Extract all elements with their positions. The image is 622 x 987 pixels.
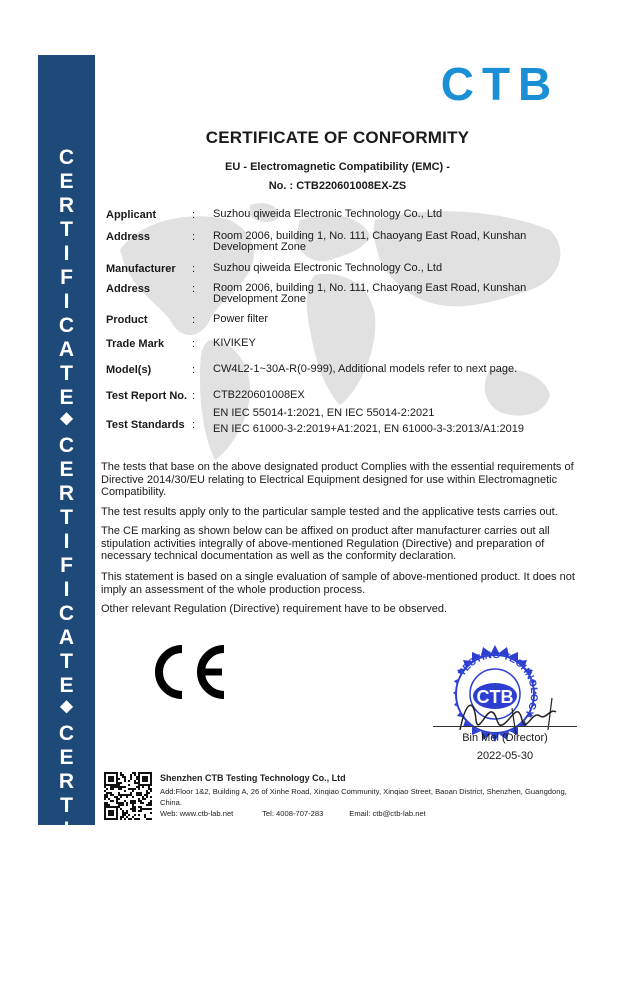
banner-letter: E [59,170,74,193]
footer-web: Web: www.ctb-lab.net [160,809,234,818]
field-value: KIVIKEY [213,337,256,349]
field-value: Room 2006, building 1, No. 111, Chaoyang East Road, Kunshan Development Zone [213,282,527,305]
signature-line [433,726,577,727]
banner-letter: ◆ [60,410,73,427]
footer-email: Email: ctb@ctb-lab.net [349,809,426,818]
certificate-subtitle: EU - Electromagnetic Compatibility (EMC) - [225,161,450,173]
banner-letter: C [58,890,75,913]
vertical-certificate-banner [38,55,95,985]
field-label: Address [106,283,151,295]
field-colon: : [192,419,196,431]
field-colon: : [192,263,196,275]
banner-letter: T [60,794,73,817]
statement-paragraph: This statement is based on a single evaluation of sample of above-mentioned product. It does not imply an assessment of the whole production process. [101,571,575,596]
footer-tel: Tel: 4008-707-283 [262,809,324,818]
banner-letter: E [59,674,74,697]
regulation-paragraph: Other relevant Regulation (Directive) requirement have to be observed. [101,603,448,615]
field-label: Applicant [106,209,157,221]
banner-letter: R [58,770,75,793]
compliance-paragraph: The tests that base on the above designated product Complies with the essential requirements of Directive 2014/30/EU relating to Electrical Equipment designed for use within Electromagnetic Compatibility. [101,461,574,498]
field-label: Address [106,231,151,243]
banner-text [38,147,95,987]
field-colon: : [192,314,196,326]
field-value: EN IEC 55014-1:2021, EN IEC 55014-2:2021 [213,407,435,419]
field-value: CW4L2-1~30A-R(0-999), Additional models refer to next page. [213,363,518,375]
field-colon: : [192,390,196,402]
banner-letter: T [60,650,73,673]
ctb-logo [420,58,580,108]
banner-letter: T [60,218,73,241]
banner-letter: F [60,842,73,865]
footer-contact [160,808,580,819]
banner-letter: C [58,314,75,337]
banner-letter: I [63,530,70,553]
footer-address: Add:Floor 1&2, Building A, 26 of Xinhe Road, Xinqiao Community, Xinqiao Street, Baoan District, Shenzhen, Guangdong, China. [160,787,567,807]
banner-letter: C [58,434,75,457]
stamp-ring-text: TESTING TECHNOLOGY [456,649,540,719]
results-paragraph: The test results apply only to the particular sample tested and the applicative tests carries out. [101,506,558,518]
logo-text: CTB [440,58,560,108]
field-value-line-2: EN IEC 61000-3-2:2019+A1:2021, EN 61000-3-3:2013/A1:2019 [213,423,524,435]
signer-name: Bin Mei (Director) [462,732,548,744]
banner-letter: A [58,914,75,937]
field-value: Power filter [213,313,269,325]
stamp-center-text: CTB [476,687,514,707]
field-colon: : [192,364,196,376]
banner-letter: F [60,554,73,577]
field-label: Test Report No. [106,390,188,402]
field-value: CTB220601008EX [213,389,305,401]
ce-mark-icon [146,643,230,701]
field-label: Product [106,314,148,326]
page-title: CERTIFICATE OF CONFORMITY [205,128,470,147]
banner-letter: E [59,962,74,985]
banner-letter: ◆ [60,698,73,715]
footer [160,773,580,819]
banner-letter: A [58,338,75,361]
signature-date: 2022-05-30 [476,750,534,762]
field-label: Trade Mark [106,338,165,350]
banner-letter: T [60,506,73,529]
field-colon: : [192,231,196,243]
banner-letter: F [60,266,73,289]
field-value: Room 2006, building 1, No. 111, Chaoyang East Road, Kunshan Development Zone [213,230,527,253]
banner-letter: C [58,146,75,169]
field-label: Model(s) [106,364,152,376]
footer-company: Shenzhen CTB Testing Technology Co., Ltd [160,773,346,783]
banner-letter: C [58,602,75,625]
field-label: Manufacturer [106,263,176,275]
banner-letter: I [63,290,70,313]
field-value: Suzhou qiweida Electronic Technology Co., Ltd [213,262,443,274]
field-colon: : [192,338,196,350]
banner-letter: A [58,626,75,649]
banner-letter: I [63,818,70,841]
banner-letter: I [63,242,70,265]
banner-letter: I [63,578,70,601]
field-colon: : [192,283,196,295]
banner-letter: E [59,386,74,409]
qr-code-icon [104,772,152,820]
banner-letter: I [63,866,70,889]
banner-letter: C [58,722,75,745]
ce-marking-paragraph: The CE marking as shown below can be affixed on product after manufacturer carries out all stipulation activities integrally of above-mentioned Regulation (Directive) and preparation of necessary technical documentation as well as the conformity declaration. [101,525,550,562]
banner-letter: R [58,482,75,505]
banner-letter: R [58,194,75,217]
banner-letter: T [60,938,73,961]
field-colon: : [192,209,196,221]
banner-letter: T [60,362,73,385]
field-label: Test Standards [106,419,185,431]
certificate-number: No. : CTB220601008EX-ZS [268,180,407,192]
banner-letter: E [59,746,74,769]
field-value: Suzhou qiweida Electronic Technology Co., Ltd [213,208,443,220]
banner-letter: E [59,458,74,481]
